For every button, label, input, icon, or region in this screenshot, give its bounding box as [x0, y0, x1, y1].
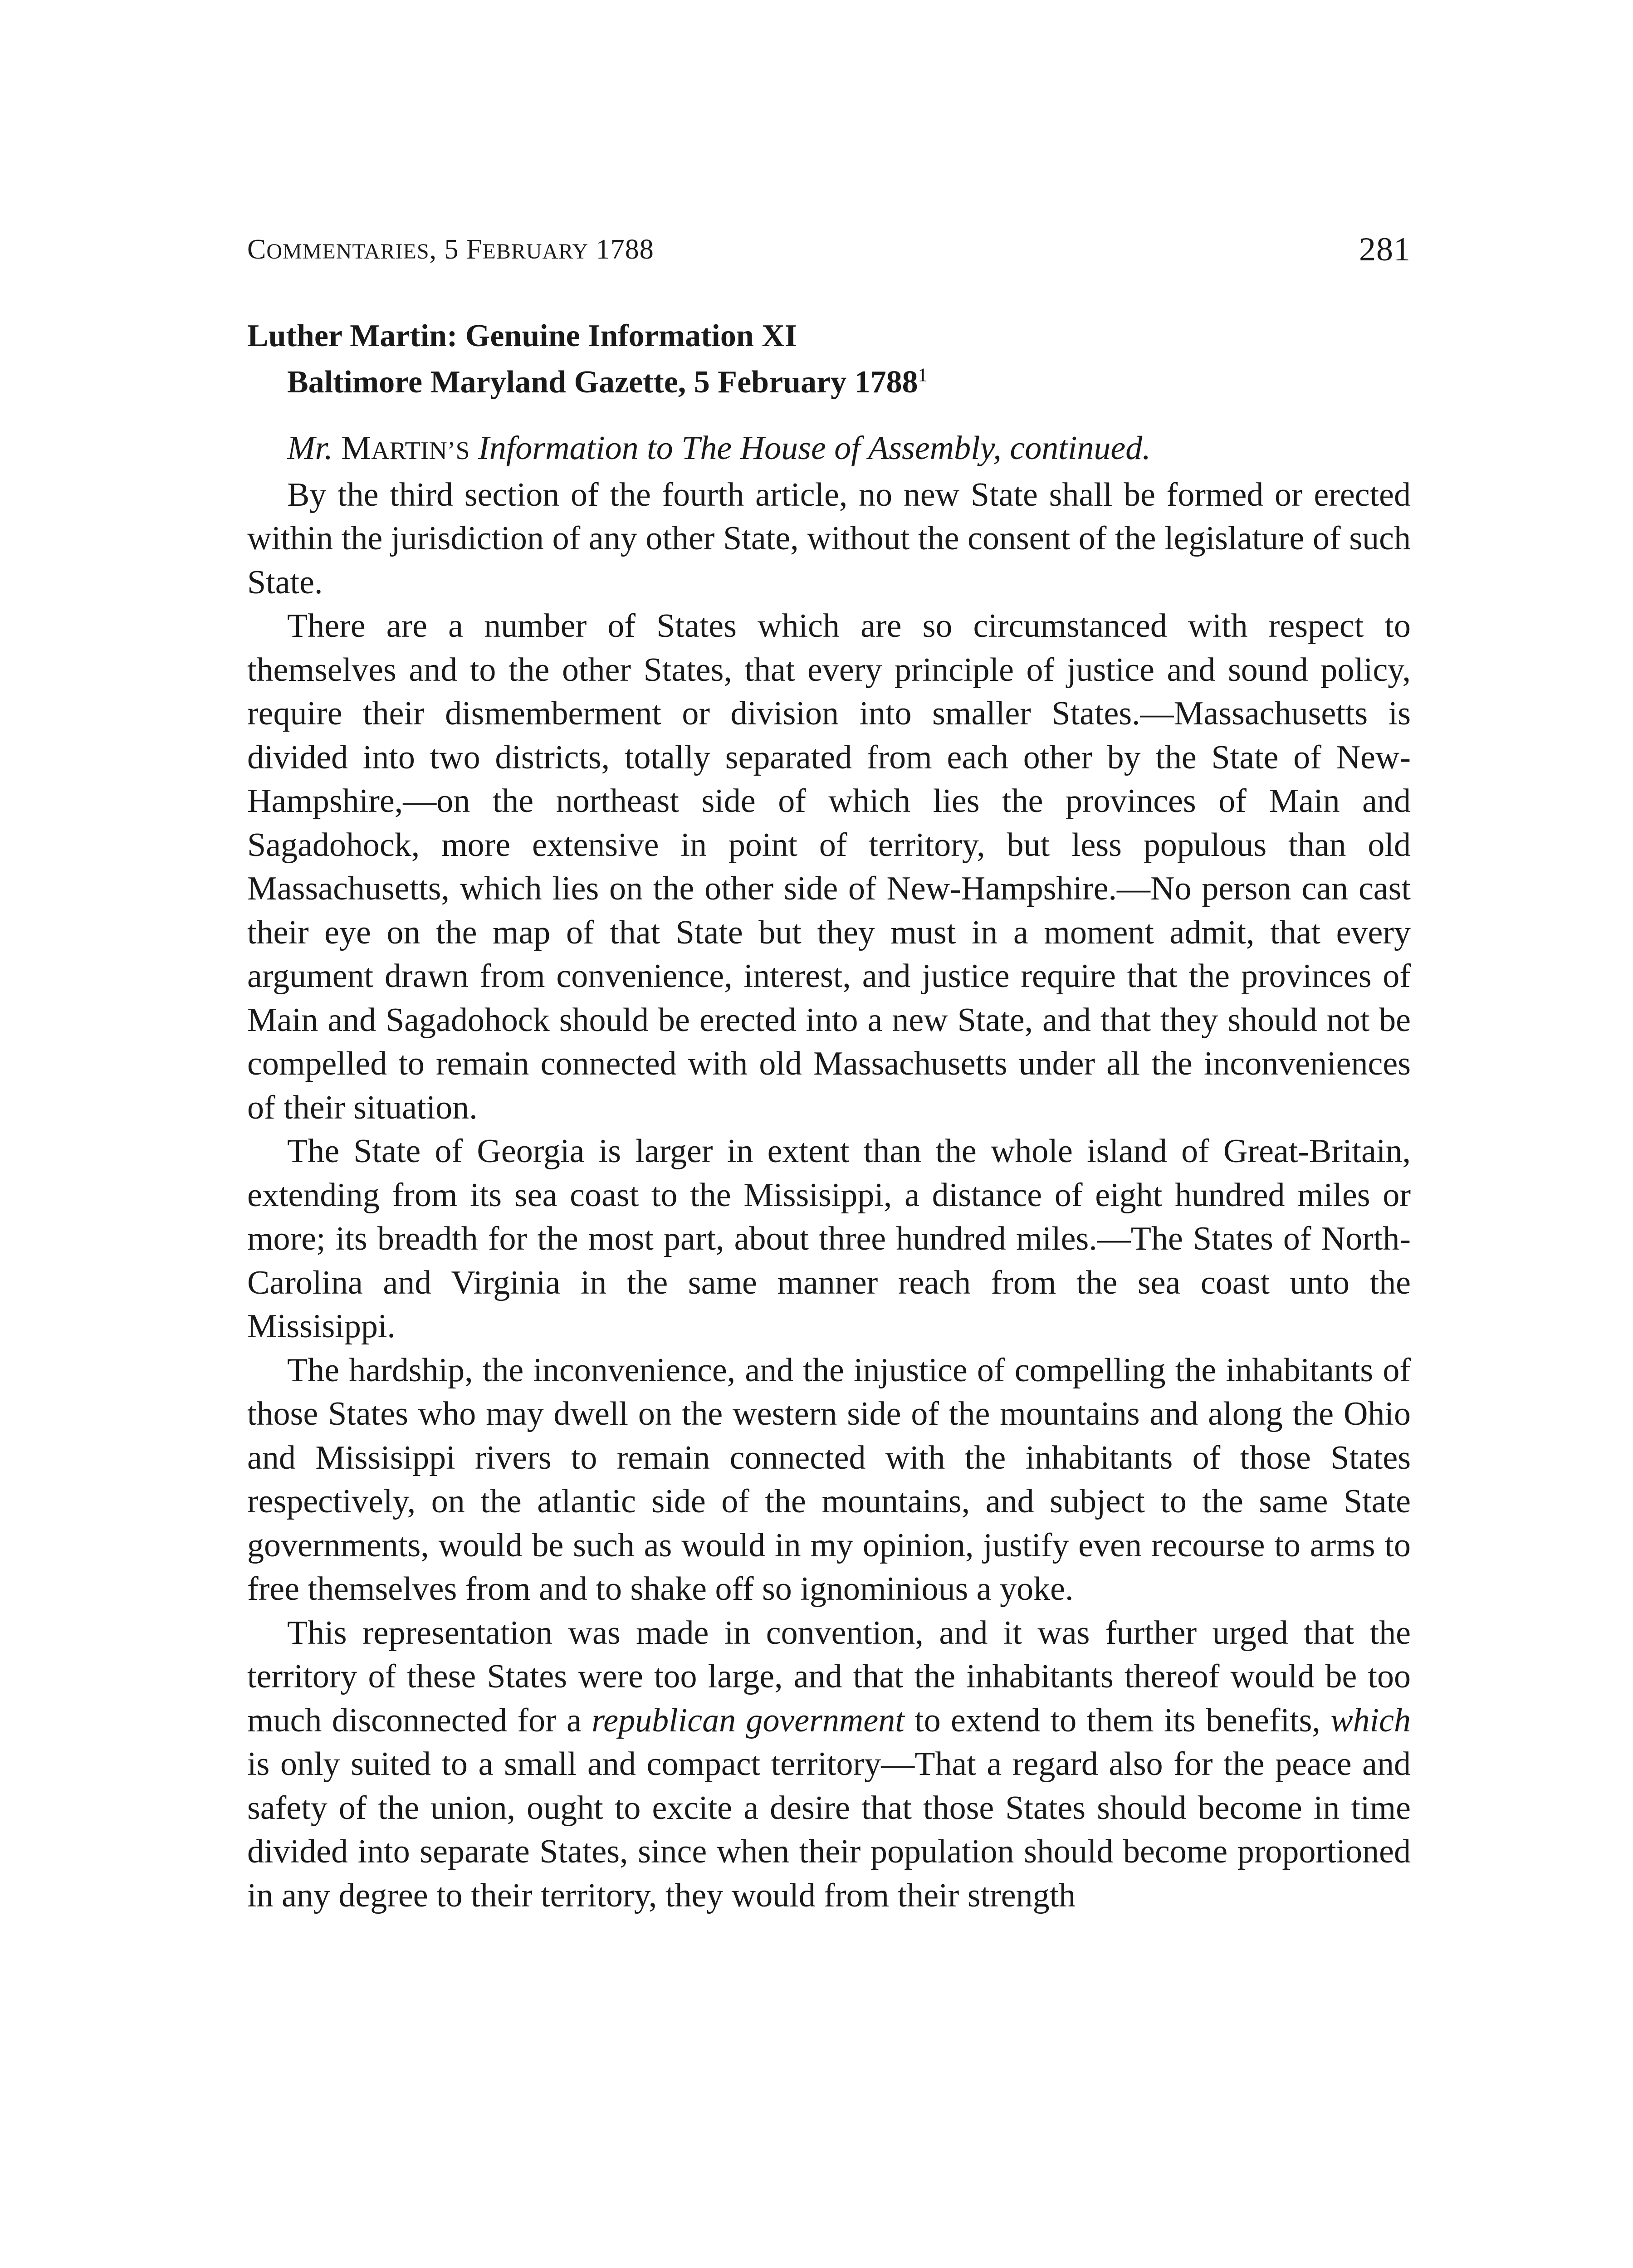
text-segment: By the third section of the fourth article, no new State shall be formed or erected within the jurisdiction of any other State, without the consent of the legislature of such State.: [247, 476, 1411, 601]
title-line-2-text: Baltimore Maryland Gazette, 5 February 1788: [287, 365, 918, 400]
running-head-part: F: [466, 234, 483, 265]
running-head-part: C: [247, 234, 267, 265]
italic-segment: republican government: [592, 1701, 905, 1739]
running-head-part: EBRUARY: [482, 240, 589, 264]
paragraph: [247, 1129, 1411, 1349]
intro-name-rest: ARTIN: [371, 437, 447, 465]
running-head-title: [247, 234, 654, 265]
paragraph: [247, 604, 1411, 1129]
intro-name-initial: M: [341, 430, 372, 467]
paragraph: [247, 1611, 1411, 1918]
article-title: [247, 313, 1411, 406]
text-segment: The State of Georgia is larger in extent than the whole island of Great-Britain, extending from its sea coast to the Missisippi, a distance of eight hundred miles or more; its breadth for the most part, about three hundred miles.—The States of North-Carolina and Virginia in the same manner reach from the sea coast unto the Missisippi.: [247, 1133, 1411, 1345]
intro-line: [247, 426, 1411, 473]
intro-possessive: ’S: [447, 437, 470, 465]
intro-prefix: Mr.: [287, 430, 342, 467]
text-segment: The hardship, the inconvenience, and the injustice of compelling the inhabitants of those States who may dwell on the western side of the mountains and along the Ohio and Missisippi rivers to remain connected with the inhabitants of those States respectively, on the atlantic side of the mountains, and subject to the same State governments, would be such as would in my opinion, justify even recourse to arms to free themselves from and to shake off so ignominious a yoke.: [247, 1351, 1411, 1608]
text-segment: is only suited to a small and compact territory—That a regard also for the peace and safety of the union, ought to excite a desire that those States should become in time divided into separate States, since when their population should become proportioned in any degree to their territory, they would from their strength: [247, 1745, 1411, 1914]
paragraph: [247, 473, 1411, 605]
text-segment: to extend to them its benefits,: [904, 1701, 1331, 1739]
running-head-part: , 5: [429, 234, 467, 265]
title-line-1: Luther Martin: Genuine Information XI: [247, 318, 797, 353]
running-head-part: 1788: [588, 234, 654, 265]
paragraph: [247, 1349, 1411, 1611]
running-head: [247, 227, 1411, 272]
italic-segment: which: [1330, 1701, 1411, 1739]
footnote-reference: 1: [918, 365, 928, 386]
text-segment: This representation was made in convention, and it was further urged that the territory of these States were too large, and that the inhabitants thereof would be too much disconnected for a: [247, 1614, 1411, 1739]
page-number: 281: [1359, 231, 1411, 268]
intro-rest: Information to The House of Assembly, continued.: [469, 430, 1151, 467]
body-text: [247, 426, 1411, 1917]
running-head-part: OMMENTARIES: [266, 240, 430, 264]
text-segment: There are a number of States which are so circumstanced with respect to themselves and to the other States, that every principle of justice and sound policy, require their dismemberment or division into smaller States.—Massachusetts is divided into two districts, totally separated from each other by the State of New-Hampshire,—on the northeast side of which lies the provinces of Main and Sagadohock, more extensive in point of territory, but less populous than old Massachusetts, which lies on the other side of New-Hampshire.—No person can cast their eye on the map of that State but they must in a moment admit, that every argument drawn from convenience, interest, and justice require that the provinces of Main and Sagadohock should be erected into a new State, and that they should not be compelled to remain connected with old Massachusetts under all the inconveniences of their situation.: [247, 607, 1411, 1126]
title-line-2: [247, 359, 1411, 406]
